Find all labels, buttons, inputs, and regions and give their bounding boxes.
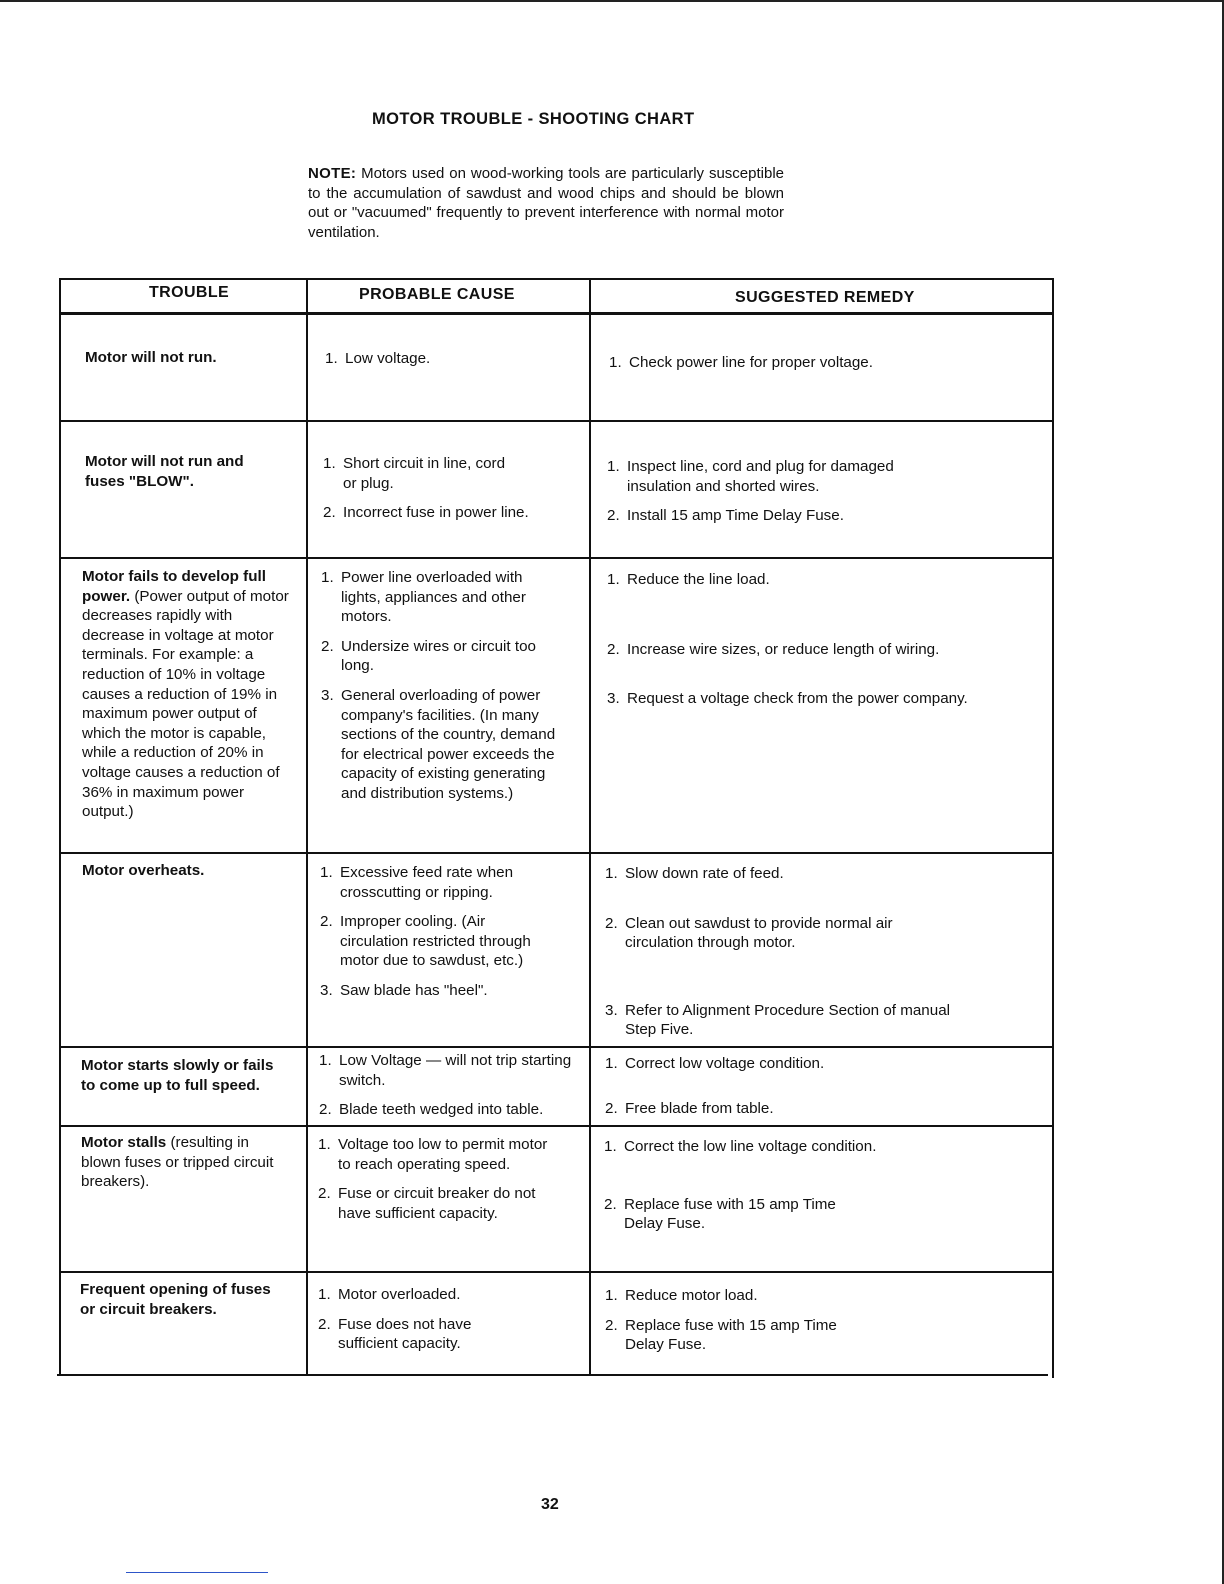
- row-4-trouble: Motor overheats.: [82, 862, 205, 879]
- list-item: 3. Request a voltage check from the power company.: [607, 690, 968, 708]
- row-4-causes: [320, 863, 550, 1011]
- list-item: 3. Saw blade has "heel".: [320, 981, 488, 999]
- list-item: 3. General overloading of power company's facilities. (In many sections of the country, demand for electrical power exceeds the capacity of existing generating and distribution systems.): [321, 686, 556, 802]
- list-item: 1. Inspect line, cord and plug for damaged insulation and shorted wires.: [607, 458, 894, 495]
- list-item: 2. Install 15 amp Time Delay Fuse.: [607, 507, 844, 525]
- header-probable-cause: PROBABLE CAUSE: [359, 286, 515, 303]
- list-item: 1. Correct low voltage condition.: [605, 1055, 825, 1072]
- row-6-trouble: Motor stalls (resulting in blown fuses or tripped circuit breakers).: [81, 1134, 274, 1191]
- list-item: 1. Slow down rate of feed.: [605, 865, 784, 882]
- row-4-remedies: [605, 864, 965, 1050]
- row-1-causes: [325, 349, 580, 379]
- list-item: 2. Undersize wires or circuit too long.: [321, 637, 536, 675]
- header-trouble: TROUBLE: [149, 284, 230, 301]
- list-item: 2. Incorrect fuse in power line.: [323, 504, 529, 522]
- row-3-trouble: Motor fails to develop full power. (Power output of motor decreases rapidly with decrease in voltage at motor terminals. For example: a reduction of 10% in voltage causes a reduction of 19% in maximum power output of which the motor is capable, while a reduction of 20% in voltage causes a reduction of 36% in maximum power output.): [82, 568, 289, 821]
- header-suggested-remedy: SUGGESTED REMEDY: [735, 289, 915, 306]
- list-item: 1. Reduce motor load.: [605, 1287, 758, 1304]
- note-text: Motors used on wood-working tools are particularly susceptible to the accumulation of sawdust and wood chips and should be blown out or "vacuumed" frequently to prevent interference with normal motor ventilation.: [308, 165, 785, 241]
- list-item: 1. Short circuit in line, cord or plug.: [323, 455, 506, 492]
- row-1-trouble: Motor will not run.: [85, 349, 217, 366]
- row-7-remedies: [605, 1286, 965, 1365]
- row-5-trouble: Motor starts slowly or fails to come up to full speed.: [81, 1057, 274, 1094]
- row-1-remedies: [609, 353, 1039, 383]
- list-item: 2. Improper cooling. (Air circulation restricted through motor due to sawdust, etc.): [320, 913, 531, 970]
- list-item: 3. Refer to Alignment Procedure Section of manual Step Five.: [605, 1001, 951, 1039]
- list-item: 1. Reduce the line load.: [607, 571, 770, 588]
- row-7-trouble: Frequent opening of fuses or circuit breakers.: [80, 1281, 271, 1318]
- note-paragraph: [308, 164, 784, 242]
- row-2-causes: [323, 454, 583, 533]
- list-item: 2. Blade teeth wedged into table.: [319, 1101, 544, 1119]
- top-border-rule: [0, 0, 1224, 2]
- row-3-remedies: [607, 570, 1047, 719]
- list-item: 1. Low voltage.: [325, 350, 431, 367]
- row-6-causes: [318, 1135, 548, 1233]
- row-7-causes: [318, 1285, 548, 1364]
- list-item: 2. Free blade from table.: [605, 1099, 774, 1117]
- row-5-remedies: [605, 1054, 965, 1128]
- row-2-trouble: Motor will not run and fuses "BLOW".: [85, 453, 244, 490]
- note-label: NOTE:: [308, 165, 357, 182]
- list-item: 1. Voltage too low to permit motor to reach operating speed.: [318, 1136, 548, 1173]
- list-item: 2. Replace fuse with 15 amp Time Delay Fuse.: [605, 1316, 837, 1354]
- row-3-causes: [321, 568, 559, 814]
- list-item: 1. Check power line for proper voltage.: [609, 354, 873, 371]
- list-item: 2. Increase wire sizes, or reduce length of wiring.: [607, 640, 940, 658]
- list-item: 2. Fuse does not have sufficient capacity.: [318, 1315, 472, 1353]
- list-item: 1. Motor overloaded.: [318, 1286, 461, 1303]
- list-item: 1. Power line overloaded with lights, appliances and other motors.: [321, 569, 526, 626]
- list-item: 1. Low Voltage — will not trip starting switch.: [319, 1052, 572, 1089]
- list-item: 1. Correct the low line voltage condition.: [604, 1138, 877, 1155]
- page-title: MOTOR TROUBLE - SHOOTING CHART: [372, 110, 695, 128]
- row-5-causes: [319, 1051, 594, 1130]
- page-number: 32: [541, 1496, 559, 1513]
- list-item: 1. Excessive feed rate when crosscutting or ripping.: [320, 864, 514, 901]
- row-6-remedies: [604, 1137, 964, 1244]
- list-item: 2. Fuse or circuit breaker do not have sufficient capacity.: [318, 1185, 536, 1222]
- trouble-shooting-table: [57, 278, 1054, 1378]
- footer-link-underline: [126, 1572, 268, 1573]
- list-item: 2. Clean out sawdust to provide normal air circulation through motor.: [605, 914, 893, 952]
- row-2-remedies: [607, 457, 957, 536]
- list-item: 2. Replace fuse with 15 amp Time Delay Fuse.: [604, 1195, 836, 1233]
